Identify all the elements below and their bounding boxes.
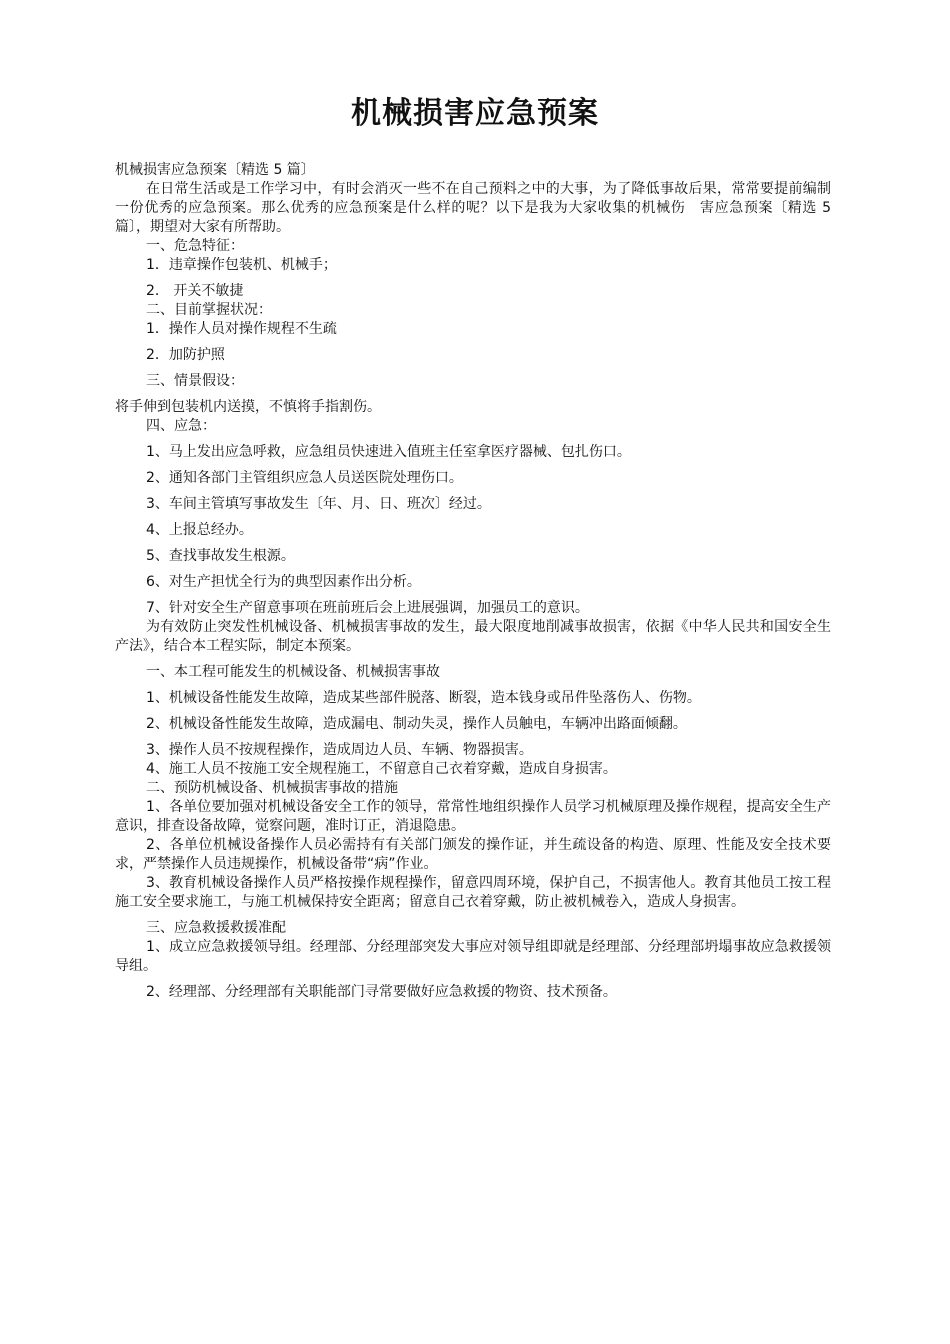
list-item: 3、教育机械设备操作人员严格按操作规程操作，留意四周环境，保护自己，不损害他人。教育其他员工按工程施工安全要求施工，与施工机械保持安全距离；留意自己衣着穿戴，防止被机械卷入，造成人身损害。 [115, 875, 831, 910]
list-item: 2、通知各部门主管组织应急人员送医院处理伤口。 [146, 470, 463, 486]
list-item: 1、机械设备性能发生故障，造成某些部件脱落、断裂，造本钱身或吊件坠落伤人、伤物。 [146, 690, 701, 706]
list-item: 1．操作人员对操作规程不生疏 [146, 321, 337, 337]
section-heading: 一、本工程可能发生的机械设备、机械损害事故 [146, 664, 440, 680]
list-item: 3、操作人员不按规程操作，造成周边人员、车辆、物器损害。 [146, 742, 533, 758]
list-item: 2．加防护照 [146, 347, 225, 363]
list-item: 2、各单位机械设备操作人员必需持有有关部门颁发的操作证，并生疏设备的构造、原理、性能及安全技术要求，严禁操作人员违规操作，机械设备带“病”作业。 [115, 837, 831, 872]
list-item: 4、上报总经办。 [146, 522, 253, 538]
list-item: 1．违章操作包装机、机械手； [146, 257, 337, 273]
document-title: 机械损害应急预案 [351, 96, 599, 131]
list-item: 6、对生产担忧全行为的典型因素作出分析。 [146, 574, 421, 590]
section-heading: 四、应急： [146, 418, 216, 434]
section-heading: 一、危急特征： [146, 238, 244, 254]
paragraph-intro: 在日常生活或是工作学习中，有时会消灭一些不在自己预料之中的大事，为了降低事故后果，常常要提前编制一份优秀的应急预案。那么优秀的应急预案是什么样的呢？以下是我为大家收集的机械伤 害应急预案〔精选 5 篇〕，期望对大家有所帮助。 [115, 181, 831, 235]
section-heading: 三、情景假设： [146, 373, 244, 389]
list-item: 2、机械设备性能发生故障，造成漏电、制动失灵，操作人员触电，车辆冲出路面倾翻。 [146, 716, 687, 732]
list-item: 2、经理部、分经理部有关职能部门寻常要做好应急救援的物资、技术预备。 [146, 984, 617, 1000]
list-item: 5、查找事故发生根源。 [146, 548, 295, 564]
list-item: 3、车间主管填写事故发生〔年、月、日、班次〕经过。 [146, 496, 491, 512]
section-heading: 二、预防机械设备、机械损害事故的措施 [146, 780, 398, 796]
list-item: 4、施工人员不按施工安全规程施工，不留意自己衣着穿戴，造成自身损害。 [146, 761, 617, 777]
section-heading: 二、目前掌握状况： [146, 302, 272, 318]
list-item: 1、马上发出应急呼救，应急组员快速进入值班主任室拿医疗器械、包扎伤口。 [146, 444, 631, 460]
document-body [115, 161, 831, 1002]
paragraph-subtitle: 机械损害应急预案〔精选 5 篇〕 [115, 162, 315, 178]
paragraph-purpose: 为有效防止突发性机械设备、机械损害事故的发生，最大限度地削减事故损害，依据《中华人民共和国安全生产法》，结合本工程实际，制定本预案。 [115, 619, 831, 654]
list-item: 7、针对安全生产留意事项在班前班后会上进展强调，加强员工的意识。 [146, 600, 589, 616]
list-item: 1、各单位要加强对机械设备安全工作的领导，常常性地组织操作人员学习机械原理及操作规程，提高安全生产意识，排查设备故障，觉察问题，准时订正，消退隐患。 [115, 799, 831, 834]
paragraph-scenario: 将手伸到包装机内送摸，不慎将手指割伤。 [115, 399, 381, 415]
list-item: 1、成立应急救援领导组。经理部、分经理部突发大事应对领导组即就是经理部、分经理部坍塌事故应急救援领导组。 [115, 939, 831, 974]
list-item: 2． 开关不敏捷 [146, 283, 244, 299]
section-heading: 三、应急救援救援准配 [146, 920, 286, 936]
